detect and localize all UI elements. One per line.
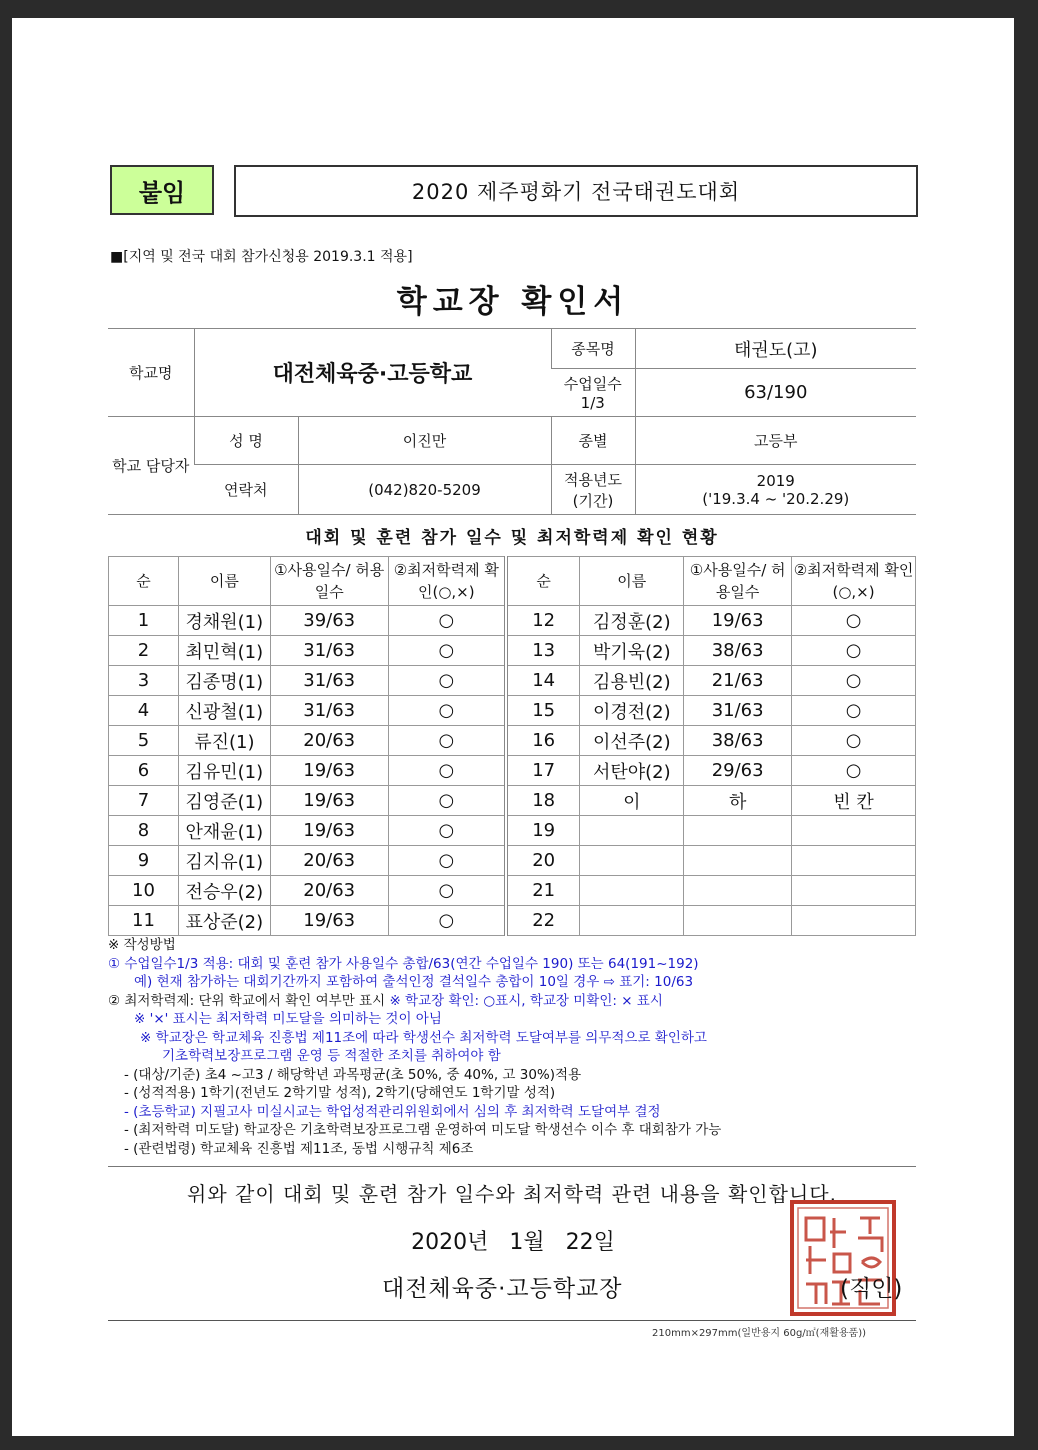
header-name: 이름: [580, 557, 684, 606]
cell-days: 19/63: [270, 786, 388, 816]
table-row: [109, 906, 916, 936]
table-row: [109, 636, 916, 666]
cell-days: 20/63: [270, 846, 388, 876]
instruction-bullet-below-minimum: - (최저학력 미도달) 학교장은 기초학력보장프로그램 운영하여 미도달 학생선수 이수 후 대회참가 가능: [124, 1122, 722, 1138]
cell-days: 19/63: [270, 906, 388, 936]
cell-name: 김지유(1): [178, 846, 270, 876]
cell-check: ○: [388, 606, 506, 636]
cell-days: 19/63: [684, 606, 792, 636]
days-value: 63/190: [635, 369, 916, 417]
cell-days: 하: [684, 786, 792, 816]
cell-name: 류진(1): [178, 726, 270, 756]
cell-check: [792, 906, 916, 936]
cell-check: ○: [792, 696, 916, 726]
cell-name: 김영준(1): [178, 786, 270, 816]
cell-name: 이선주(2): [580, 726, 684, 756]
cell-check: ○: [388, 846, 506, 876]
instruction-1-line-1: ① 수업일수1/3 적용: 대회 및 훈련 참가 사용일수 총합/63(연간 수업일수 190) 또는 64(191~192): [108, 955, 699, 972]
cell-name: [580, 816, 684, 846]
cell-check: ○: [388, 726, 506, 756]
instruction-2-mark-note: ※ 학교장 확인: ○표시, 학교장 미확인: × 표시: [389, 992, 663, 1009]
header-no: 순: [506, 557, 580, 606]
cell-check: ○: [792, 726, 916, 756]
confirm-statement: 위와 같이 대회 및 훈련 참가 일수와 최저학력 관련 내용을 확인합니다.: [187, 1182, 837, 1206]
cell-days: [684, 846, 792, 876]
cell-no: 21: [506, 876, 580, 906]
instruction-bullet-target: - (대상/기준) 초4 ~고3 / 해당학년 과목평균(초 50%, 중 40%, 고 30%)적용: [124, 1066, 582, 1083]
cell-name: 표상준(2): [178, 906, 270, 936]
name-label: 성 명: [194, 417, 298, 465]
footer-rule: [108, 1320, 916, 1321]
table-row: [109, 846, 916, 876]
school-name: 대전체육중·고등학교: [194, 329, 551, 417]
cell-no: 5: [109, 726, 179, 756]
instruction-bullet-elementary: - (초등학교) 지필고사 미실시교는 학업성적관리위원회에서 심의 후 최저학력 도달여부 결정: [124, 1103, 661, 1120]
cell-check: ○: [388, 636, 506, 666]
cell-check: ○: [792, 756, 916, 786]
cell-no: 13: [506, 636, 580, 666]
cell-check: ○: [388, 666, 506, 696]
table-row: [109, 816, 916, 846]
name-value: 이진만: [298, 417, 551, 465]
document-title: 학교장 확인서: [396, 284, 630, 320]
cell-name: 서탄야(2): [580, 756, 684, 786]
days-label: 수업일수 1/3: [551, 369, 635, 417]
header-check: ②최저학력제 확인(○,×): [792, 557, 916, 606]
cell-no: 19: [506, 816, 580, 846]
event-title-box: 2020 제주평화기 전국태권도대회: [234, 165, 918, 217]
cell-name: [580, 876, 684, 906]
cell-days: 39/63: [270, 606, 388, 636]
event-label: 종목명: [551, 329, 635, 369]
contact-value: (042)820-5209: [298, 465, 551, 515]
cell-name: 신광철(1): [178, 696, 270, 726]
cell-no: 12: [506, 606, 580, 636]
cell-no: 9: [109, 846, 179, 876]
writing-instructions: [108, 936, 916, 1158]
year-cell: [635, 465, 916, 515]
table-row: [109, 666, 916, 696]
cell-days: 29/63: [684, 756, 792, 786]
cell-days: 31/63: [270, 696, 388, 726]
cell-name: 안재윤(1): [178, 816, 270, 846]
header-check: ②최저학력제 확인(○,×): [388, 557, 506, 606]
cell-no: 2: [109, 636, 179, 666]
cell-check: [792, 876, 916, 906]
cell-days: 19/63: [270, 756, 388, 786]
header-days: ①사용일수/ 허용일수: [684, 557, 792, 606]
cell-check: ○: [792, 606, 916, 636]
seal-label: (직인): [840, 1276, 903, 1302]
cell-name: 김유민(1): [178, 756, 270, 786]
instruction-2-line-1: [108, 992, 916, 1011]
instruction-bullet-law: - (관련법령) 학교체육 진흥법 제11조, 동법 시행규칙 제6조: [124, 1140, 474, 1157]
header-name: 이름: [178, 557, 270, 606]
cell-no: 8: [109, 816, 179, 846]
cell-days: 20/63: [270, 726, 388, 756]
cell-name: 김정훈(2): [580, 606, 684, 636]
cell-no: 11: [109, 906, 179, 936]
attachment-badge: 붙임: [110, 165, 214, 215]
cell-no: 3: [109, 666, 179, 696]
form-note: ■[지역 및 전국 대회 참가신청용 2019.3.1 적용]: [110, 249, 413, 265]
table-row: [109, 606, 916, 636]
instructions-heading: ※ 작성방법: [108, 937, 176, 953]
cell-name: [580, 906, 684, 936]
header-days: ①사용일수/ 허용일수: [270, 557, 388, 606]
cell-no: 6: [109, 756, 179, 786]
instruction-2-line-2: ※ '×' 표시는 최저학력 미도달을 의미하는 것이 아님: [134, 1011, 442, 1027]
school-label: 학교명: [108, 329, 194, 417]
event-value: 태권도(고): [635, 329, 916, 369]
participation-table: [108, 556, 916, 936]
cell-check: [792, 816, 916, 846]
cell-no: 18: [506, 786, 580, 816]
manager-label: 학교 담당자: [108, 417, 194, 515]
issue-date: 2020년 1월 22일: [411, 1230, 615, 1255]
divider: [108, 1166, 916, 1167]
cell-check: ○: [388, 906, 506, 936]
cell-days: 19/63: [270, 816, 388, 846]
document-page: [12, 18, 1014, 1436]
cell-no: 17: [506, 756, 580, 786]
instruction-1-line-2: 예) 현재 참가하는 대회기간까지 포함하여 출석인정 결석일수 총합이 10일 경우 ⇨ 표기: 10/63: [134, 974, 694, 990]
cell-days: [684, 906, 792, 936]
table-row: [109, 756, 916, 786]
principal-title: 대전체육중·고등학교장: [382, 1276, 623, 1302]
cell-no: 15: [506, 696, 580, 726]
cell-check: [792, 846, 916, 876]
instruction-2-line-4: 기초학력보장프로그램 운영 등 적절한 조치를 취하여야 함: [162, 1048, 501, 1064]
school-info-table: [108, 328, 916, 515]
cell-check: ○: [388, 756, 506, 786]
cell-no: 20: [506, 846, 580, 876]
table-row: [109, 786, 916, 816]
cell-days: 38/63: [684, 726, 792, 756]
cell-no: 7: [109, 786, 179, 816]
instruction-2-text: ② 최저학력제: 단위 학교에서 확인 여부만 표시: [108, 992, 390, 1009]
cell-check: ○: [792, 666, 916, 696]
cell-check: ○: [792, 636, 916, 666]
cell-no: 1: [109, 606, 179, 636]
table-row: [109, 876, 916, 906]
cell-no: 14: [506, 666, 580, 696]
cell-days: 21/63: [684, 666, 792, 696]
table-row: [109, 696, 916, 726]
cell-days: 31/63: [684, 696, 792, 726]
cell-days: [684, 876, 792, 906]
instruction-bullet-grades: - (성적적용) 1학기(전년도 2학기말 성적), 2학기(당해연도 1학기말 성적): [124, 1085, 556, 1101]
cell-no: 16: [506, 726, 580, 756]
period-value: ('19.3.4 ~ '20.2.29): [702, 489, 850, 508]
cell-days: 20/63: [270, 876, 388, 906]
cell-check: ○: [388, 816, 506, 846]
year-label: 적용년도 (기간): [551, 465, 635, 515]
section-title: 대회 및 훈련 참가 일수 및 최저학력제 확인 현황: [305, 528, 719, 548]
cell-check: ○: [388, 696, 506, 726]
cell-no: 4: [109, 696, 179, 726]
category-label: 종별: [551, 417, 635, 465]
cell-name: [580, 846, 684, 876]
cell-check: ○: [388, 786, 506, 816]
cell-days: 31/63: [270, 666, 388, 696]
cell-days: 31/63: [270, 636, 388, 666]
cell-name: 최민혁(1): [178, 636, 270, 666]
cell-name: 경채원(1): [178, 606, 270, 636]
cell-name: 김용빈(2): [580, 666, 684, 696]
cell-no: 10: [109, 876, 179, 906]
contact-label: 연락처: [194, 465, 298, 515]
instruction-2-line-3: ※ 학교장은 학교체육 진흥법 제11조에 따라 학생선수 최저학력 도달여부를 의무적으로 확인하고: [140, 1029, 707, 1046]
cell-check: 빈 칸: [792, 786, 916, 816]
paper-spec: 210mm×297mm(일반용지 60g/㎡(재활용품)): [652, 1328, 867, 1339]
cell-name: 김종명(1): [178, 666, 270, 696]
cell-name: 전승우(2): [178, 876, 270, 906]
category-value: 고등부: [635, 417, 916, 465]
cell-days: 38/63: [684, 636, 792, 666]
cell-name: 박기욱(2): [580, 636, 684, 666]
cell-name: 이경전(2): [580, 696, 684, 726]
year-value: 2019: [756, 471, 795, 490]
table-row: [109, 726, 916, 756]
cell-days: [684, 816, 792, 846]
cell-name: 이: [580, 786, 684, 816]
header-no: 순: [109, 557, 179, 606]
cell-check: ○: [388, 876, 506, 906]
cell-no: 22: [506, 906, 580, 936]
